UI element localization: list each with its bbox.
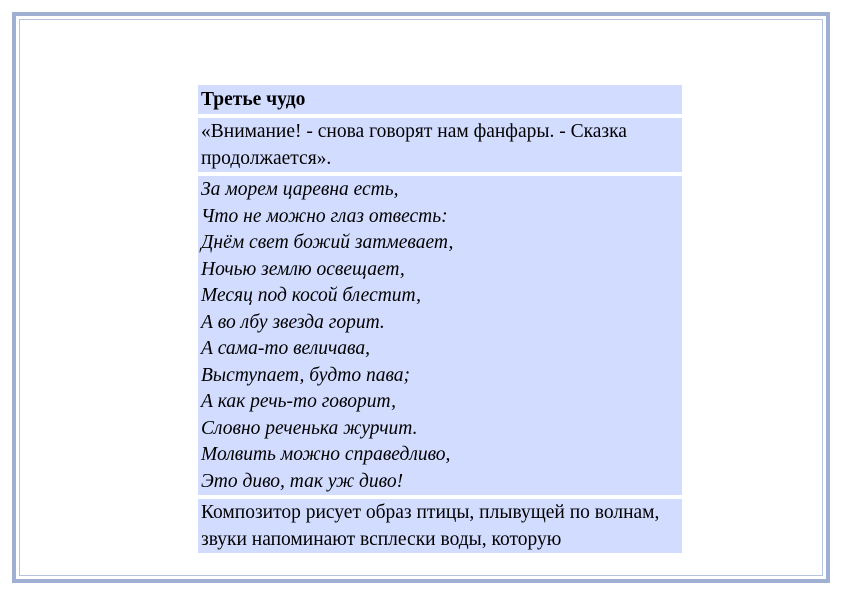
intro-paragraph: «Внимание! - снова говорят нам фанфары. - Сказка продолжается». bbox=[198, 118, 682, 172]
poem-line: Что не можно глаз отвесть: bbox=[201, 205, 448, 227]
slide-text-area bbox=[198, 85, 682, 553]
poem-line: Месяц под косой блестит, bbox=[201, 285, 422, 306]
poem-excerpt bbox=[198, 176, 682, 495]
poem-line: А сама-то величава, bbox=[201, 338, 370, 359]
poem-line: А во лбу звезда горит. bbox=[201, 311, 385, 333]
poem-line: Выступает, будто пава; bbox=[201, 364, 411, 386]
poem-line: Это диво, так уж диво! bbox=[201, 470, 404, 492]
poem-line: Ночью землю освещает, bbox=[201, 258, 405, 280]
poem-line: Днём свет божий затмевает, bbox=[201, 232, 454, 253]
slide-title: Третье чудо bbox=[198, 85, 682, 114]
description-paragraph: Композитор рисует образ птицы, плывущей по волнам, звуки напоминают всплески воды, которую bbox=[198, 499, 682, 553]
poem-line: Молвить можно справедливо, bbox=[201, 444, 451, 465]
poem-line: А как речь-то говорит, bbox=[201, 391, 396, 412]
poem-line: За морем царевна есть, bbox=[201, 179, 399, 200]
poem-line: Словно реченька журчит. bbox=[201, 417, 418, 439]
